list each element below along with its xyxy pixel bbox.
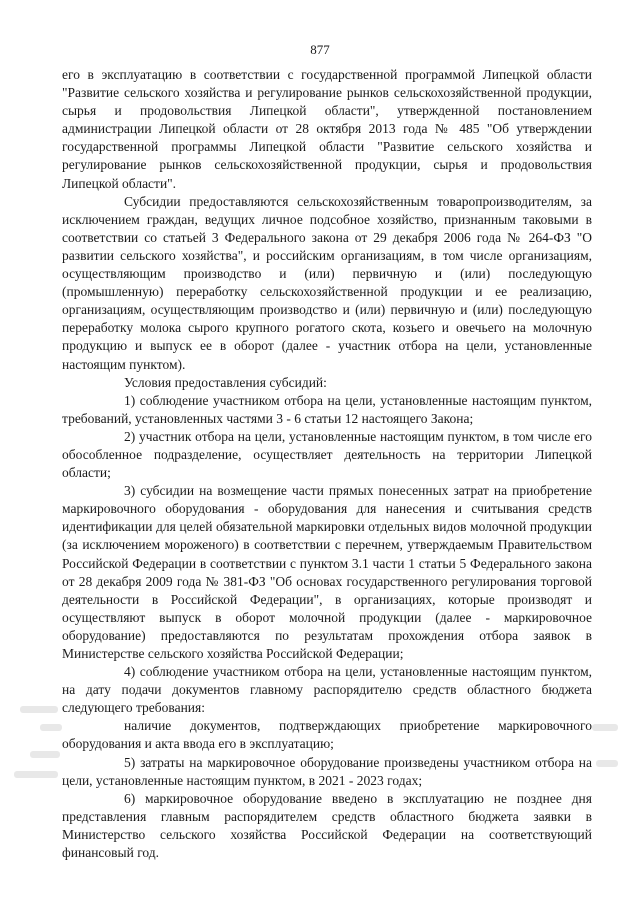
document-body [62, 66, 592, 862]
paragraph: Условия предоставления субсидий: [124, 374, 327, 390]
paragraph: Субсидии предоставляются сельскохозяйственным товаропроизводителям, за исключением граждан, ведущих личное подсобное хозяйство, признанным таковыми в соответствии со статьей 3 Федерального закона от 29 декабря 2006 года № 264-ФЗ "О развитии сельского хозяйства", и российским организациям, в том числе организациям, осуществляющим производство и (или) первичную и (или) последующую (промышленную) переработку сельскохозяйственной продукции и ее реализацию, организациям, осуществляющим производство и (или) первичную и (или) последующую переработку молока сырого крупного рогатого скота, козьего и овечьего на молочную продукцию и выпуск ее в оборот (далее - участник отбора на цели, установленные настоящим пунктом). [62, 193, 592, 372]
paragraph: 6) маркировочное оборудование введено в эксплуатацию не позднее дня представления главным распорядителем средств областного бюджета заявки в Министерство сельского хозяйства Российской Федерации на соответствующий финансовый год. [62, 790, 592, 861]
scan-smudge [40, 724, 62, 731]
scan-smudge [14, 771, 58, 778]
scan-smudge [20, 706, 58, 713]
paragraph: 4) соблюдение участником отбора на цели, установленные настоящим пунктом, на дату подачи документов главному распорядителю средств областного бюджета следующего требования: [62, 664, 592, 716]
paragraph: 2) участник отбора на цели, установленные настоящим пунктом, в том числе его обособленное подразделение, осуществляет деятельность на территории Липецкой области; [62, 428, 592, 481]
page-number: 877 [310, 42, 330, 57]
paragraph: 1) соблюдение участником отбора на цели, установленные настоящим пунктом, требований, установленных частями 3 - 6 статьи 12 настоящего Закона; [62, 392, 592, 426]
paragraph: наличие документов, подтверждающих приобретение маркировочного оборудования и акта ввода его в эксплуатацию; [62, 718, 592, 752]
paragraph: 3) субсидии на возмещение части прямых понесенных затрат на приобретение маркировочного оборудования - оборудования для нанесения и считывания средств идентификации для целей обязательной маркировки отдельных видов молочной продукции (за исключением мороженого) в соответствии с перечнем, утверждаемым Правительством Российской Федерации в соответствии с пунктом 3.1 части 1 статьи 5 Федерального закона от 28 декабря 2009 года № 381-ФЗ "Об основах государственного регулирования торговой деятельности в Российской Федерации", в организациях, которые производят и осуществляют выпуск в оборот молочной продукции (далее - маркировочное оборудование) предоставляются по результатам прохождения отбора заявок в Министерстве сельского хозяйства Российской Федерации; [62, 483, 592, 661]
scan-smudge [596, 760, 618, 767]
scan-smudge [592, 724, 618, 731]
paragraph: 5) затраты на маркировочное оборудование произведены участником отбора на цели, установленные настоящим пунктом, в 2021 - 2023 годах; [62, 754, 592, 788]
paragraph: его в эксплуатацию в соответствии с государственной программой Липецкой области "Развитие сельского хозяйства и регулирование рынков сельскохозяйственной продукции, сырья и продовольствия Липецкой области", утвержденной постановлением администрации Липецкой области от 28 октября 2013 года № 485 "Об утверждении государственной программы Липецкой области "Развитие сельского хозяйства и регулирование рынков сельскохозяйственной продукции, сырья и продовольствия Липецкой области". [62, 67, 592, 191]
scan-smudge [30, 751, 60, 758]
